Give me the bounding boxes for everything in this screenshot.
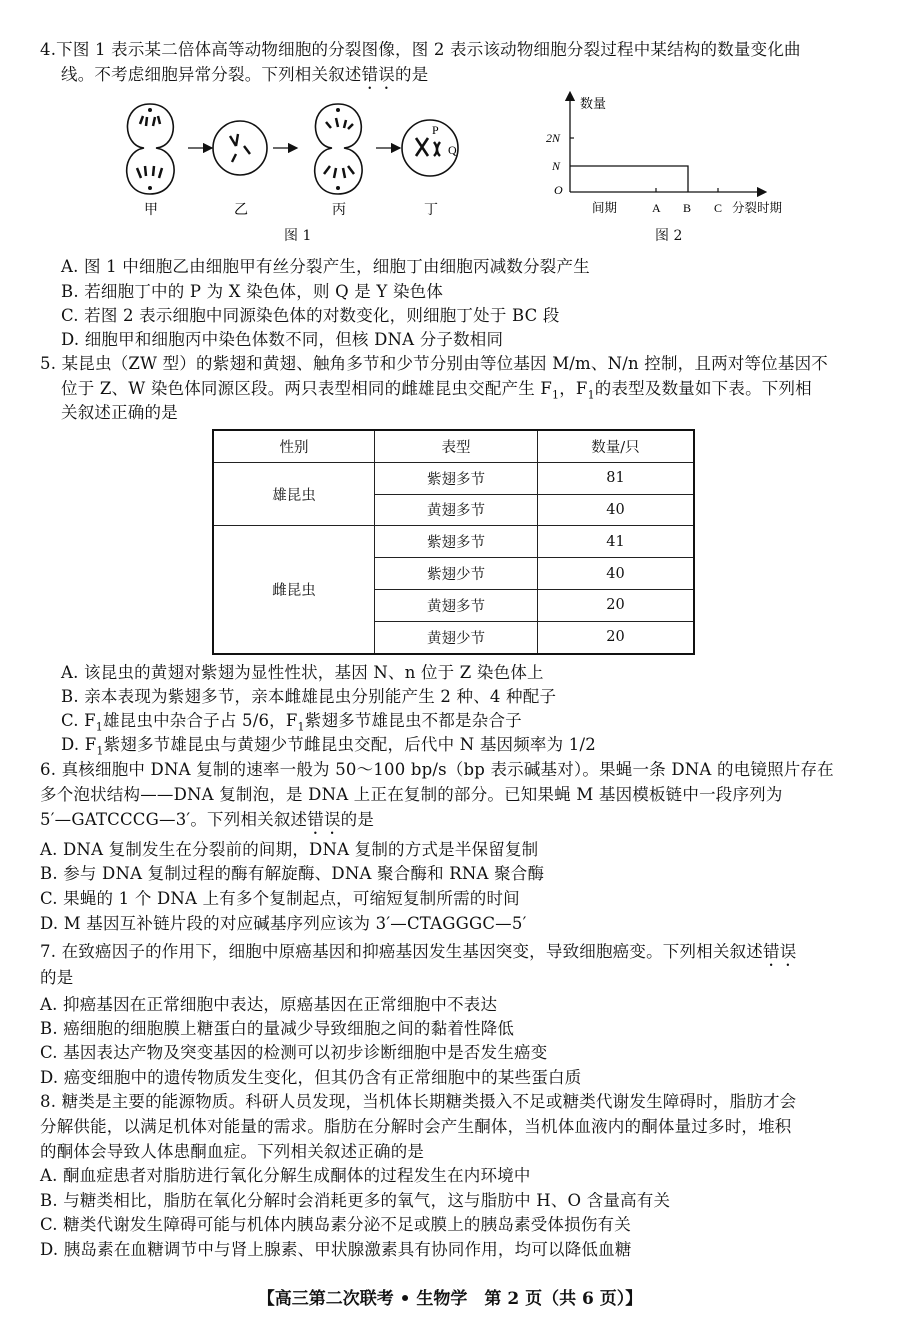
q8-option-b: B. 与糖类相比，脂肪在氧化分解时会消耗更多的氧气，这与脂肪中 H、O 含量高有关 xyxy=(40,1191,671,1210)
table-cell: 81 xyxy=(538,462,695,494)
fig2-xtick-b: B xyxy=(683,201,692,215)
table-cell: 黄翅多节 xyxy=(375,589,538,621)
emphasis-wrong: 错误 xyxy=(307,810,341,829)
table-cell: 20 xyxy=(538,589,695,621)
q7-option-b: B. 癌细胞的细胞膜上糖蛋白的量减少导致细胞之间的黏着性降低 xyxy=(40,1019,515,1038)
q7-option-c: C. 基因表达产物及突变基因的检测可以初步诊断细胞中是否发生癌变 xyxy=(40,1043,548,1062)
fig2-xlabel: 分裂时期 xyxy=(732,200,783,215)
table-cell: 紫翅少节 xyxy=(375,558,538,590)
table-cell-sex: 雄昆虫 xyxy=(213,462,375,526)
fig2-ytick-2n: 2N xyxy=(546,131,561,145)
cell-label-yi: 乙 xyxy=(234,202,248,218)
table-header: 性别 xyxy=(213,430,375,462)
figure-2-caption: 图 2 xyxy=(655,228,683,244)
q8-stem-line1: 8. 糖类是主要的能源物质。科研人员发现，当机体长期糖类摄入不足或糖类代谢发生障碍时，脂肪才会 xyxy=(40,1092,797,1111)
table-cell-sex: 雌昆虫 xyxy=(213,526,375,654)
fig2-curve xyxy=(570,166,688,192)
cell-label-jia: 甲 xyxy=(144,202,158,218)
q7-option-a: A. 抑癌基因在正常细胞中表达，原癌基因在正常细胞中不表达 xyxy=(40,995,498,1014)
q6-option-b: B. 参与 DNA 复制过程的酶有解旋酶、DNA 聚合酶和 RNA 聚合酶 xyxy=(40,864,545,883)
figure-2-quantity-curve xyxy=(540,90,810,220)
table-header: 表型 xyxy=(375,430,538,462)
q6-option-a: A. DNA 复制发生在分裂前的间期，DNA 复制的方式是半保留复制 xyxy=(40,840,539,859)
q4-option-c: C. 若图 2 表示细胞中同源染色体的对数变化，则细胞丁处于 BC 段 xyxy=(61,306,560,325)
q7-stem-line1: 7. 在致癌因子的作用下，细胞中原癌基因和抑癌基因发生基因突变，导致细胞癌变。下列相关叙述错误 xyxy=(40,942,797,961)
q8-stem-line3: 的酮体会导致人体患酮血症。下列相关叙述正确的是 xyxy=(40,1142,425,1161)
q4-option-a: A. 图 1 中细胞乙由细胞甲有丝分裂产生，细胞丁由细胞丙减数分裂产生 xyxy=(61,257,590,276)
figure-1-cell-division xyxy=(110,96,490,231)
table-header-row xyxy=(213,430,694,462)
page-footer: 【高三第二次联考 • 生物学 第 2 页（共 6 页）】 xyxy=(257,1289,643,1309)
table-cell: 20 xyxy=(538,621,695,653)
cell-label-ding: 丁 xyxy=(424,202,438,218)
table-cell: 紫翅多节 xyxy=(375,462,538,494)
fig2-ylabel: 数量 xyxy=(580,97,607,112)
emphasis-wrong: 错误 xyxy=(763,942,797,961)
fig2-xtick-c: C xyxy=(714,201,723,215)
q6-option-c: C. 果蝇的 1 个 DNA 上有多个复制起点，可缩短复制所需的时间 xyxy=(40,889,520,908)
cell-jia xyxy=(127,104,174,194)
cell-ding xyxy=(402,120,458,176)
q8-option-c: C. 糖类代谢发生障碍可能与机体内胰岛素分泌不足或膜上的胰岛素受体损伤有关 xyxy=(40,1215,631,1234)
fig2-ytick-o: O xyxy=(554,183,563,197)
q4-option-b: B. 若细胞丁中的 P 为 X 染色体，则 Q 是 Y 染色体 xyxy=(61,282,444,301)
q7-stem-line2: 的是 xyxy=(40,968,74,987)
q5-option-a: A. 该昆虫的黄翅对紫翅为显性性状，基因 N、n 位于 Z 染色体上 xyxy=(61,663,544,682)
q8-stem-line2: 分解供能，以满足机体对能量的需求。脂肪在分解时会产生酮体，当机体血液内的酮体量过多时，堆积 xyxy=(40,1117,792,1136)
fig2-xtick-interphase: 间期 xyxy=(592,200,618,215)
fig2-ytick-n: N xyxy=(552,159,561,173)
q6-option-d: D. M 基因互补链片段的对应碱基序列应该为 3′—CTAGGGC—5′ xyxy=(40,914,527,933)
table-cell: 黄翅少节 xyxy=(375,621,538,653)
figure-1-caption: 图 1 xyxy=(284,228,312,244)
q5-data-table xyxy=(212,429,695,655)
label-q: Q xyxy=(448,143,457,157)
q8-option-a: A. 酮血症患者对脂肪进行氧化分解生成酮体的过程发生在内环境中 xyxy=(40,1166,531,1185)
q5-option-c: C. $F_1$雄昆虫中杂合子占 5/6，$F_1$紫翅多节雄昆虫不都是杂合子 xyxy=(61,711,522,734)
emphasis-wrong: 错误 xyxy=(361,65,396,84)
table-cell: 41 xyxy=(538,526,695,558)
table-cell: 40 xyxy=(538,494,695,526)
q6-stem-line3: 5′—GATCCCG—3′。下列相关叙述错误的是 xyxy=(40,810,375,829)
table-cell: 黄翅多节 xyxy=(375,494,538,526)
q5-stem-line1: 5. 某昆虫（ZW 型）的紫翅和黄翅、触角多节和少节分别由等位基因 M/m、N/n 控制，且两对等位基因不 xyxy=(40,354,828,373)
q5-stem-line2: 位于 Z、W 染色体同源区段。两只表型相同的雌雄昆虫交配产生 $F_1$，$F_1$的表型及数量如下表。下列相 xyxy=(61,379,812,402)
q7-option-d: D. 癌变细胞中的遗传物质发生变化，但其仍含有正常细胞中的某些蛋白质 xyxy=(40,1068,582,1087)
fig2-xtick-a: A xyxy=(652,201,661,215)
q6-stem-line1: 6. 真核细胞中 DNA 复制的速率一般为 50～100 bp/s（bp 表示碱基对）。果蝇一条 DNA 的电镜照片存在 xyxy=(40,760,834,779)
cell-yi xyxy=(213,121,267,175)
table-row xyxy=(213,526,694,558)
q4-stem-line1: 4.下图 1 表示某二倍体高等动物细胞的分裂图像，图 2 表示该动物细胞分裂过程中某结构的数量变化曲 xyxy=(40,40,801,59)
q4-option-d: D. 细胞甲和细胞丙中染色体数不同，但核 DNA 分子数相同 xyxy=(61,330,504,349)
q5-option-d: D. $F_1$紫翅多节雄昆虫与黄翅少节雌昆虫交配，后代中 N 基因频率为 1/2 xyxy=(61,735,596,758)
table-cell: 紫翅多节 xyxy=(375,526,538,558)
table-header: 数量/只 xyxy=(538,430,695,462)
cell-label-bing: 丙 xyxy=(332,202,346,218)
q5-stem-line3: 关叙述正确的是 xyxy=(61,403,178,422)
q6-stem-line2: 多个泡状结构——DNA 复制泡，是 DNA 上正在复制的部分。已知果蝇 M 基因模板链中一段序列为 xyxy=(40,785,783,804)
cell-bing xyxy=(315,104,362,194)
table-cell: 40 xyxy=(538,558,695,590)
q5-option-b: B. 亲本表现为紫翅多节，亲本雌雄昆虫分别能产生 2 种、4 种配子 xyxy=(61,687,557,706)
table-row xyxy=(213,462,694,494)
label-p: P xyxy=(432,123,439,137)
q4-stem-line2: 线。不考虑细胞异常分裂。下列相关叙述错误的是 xyxy=(61,65,429,84)
q8-option-d: D. 胰岛素在血糖调节中与肾上腺素、甲状腺激素具有协同作用，均可以降低血糖 xyxy=(40,1240,632,1259)
